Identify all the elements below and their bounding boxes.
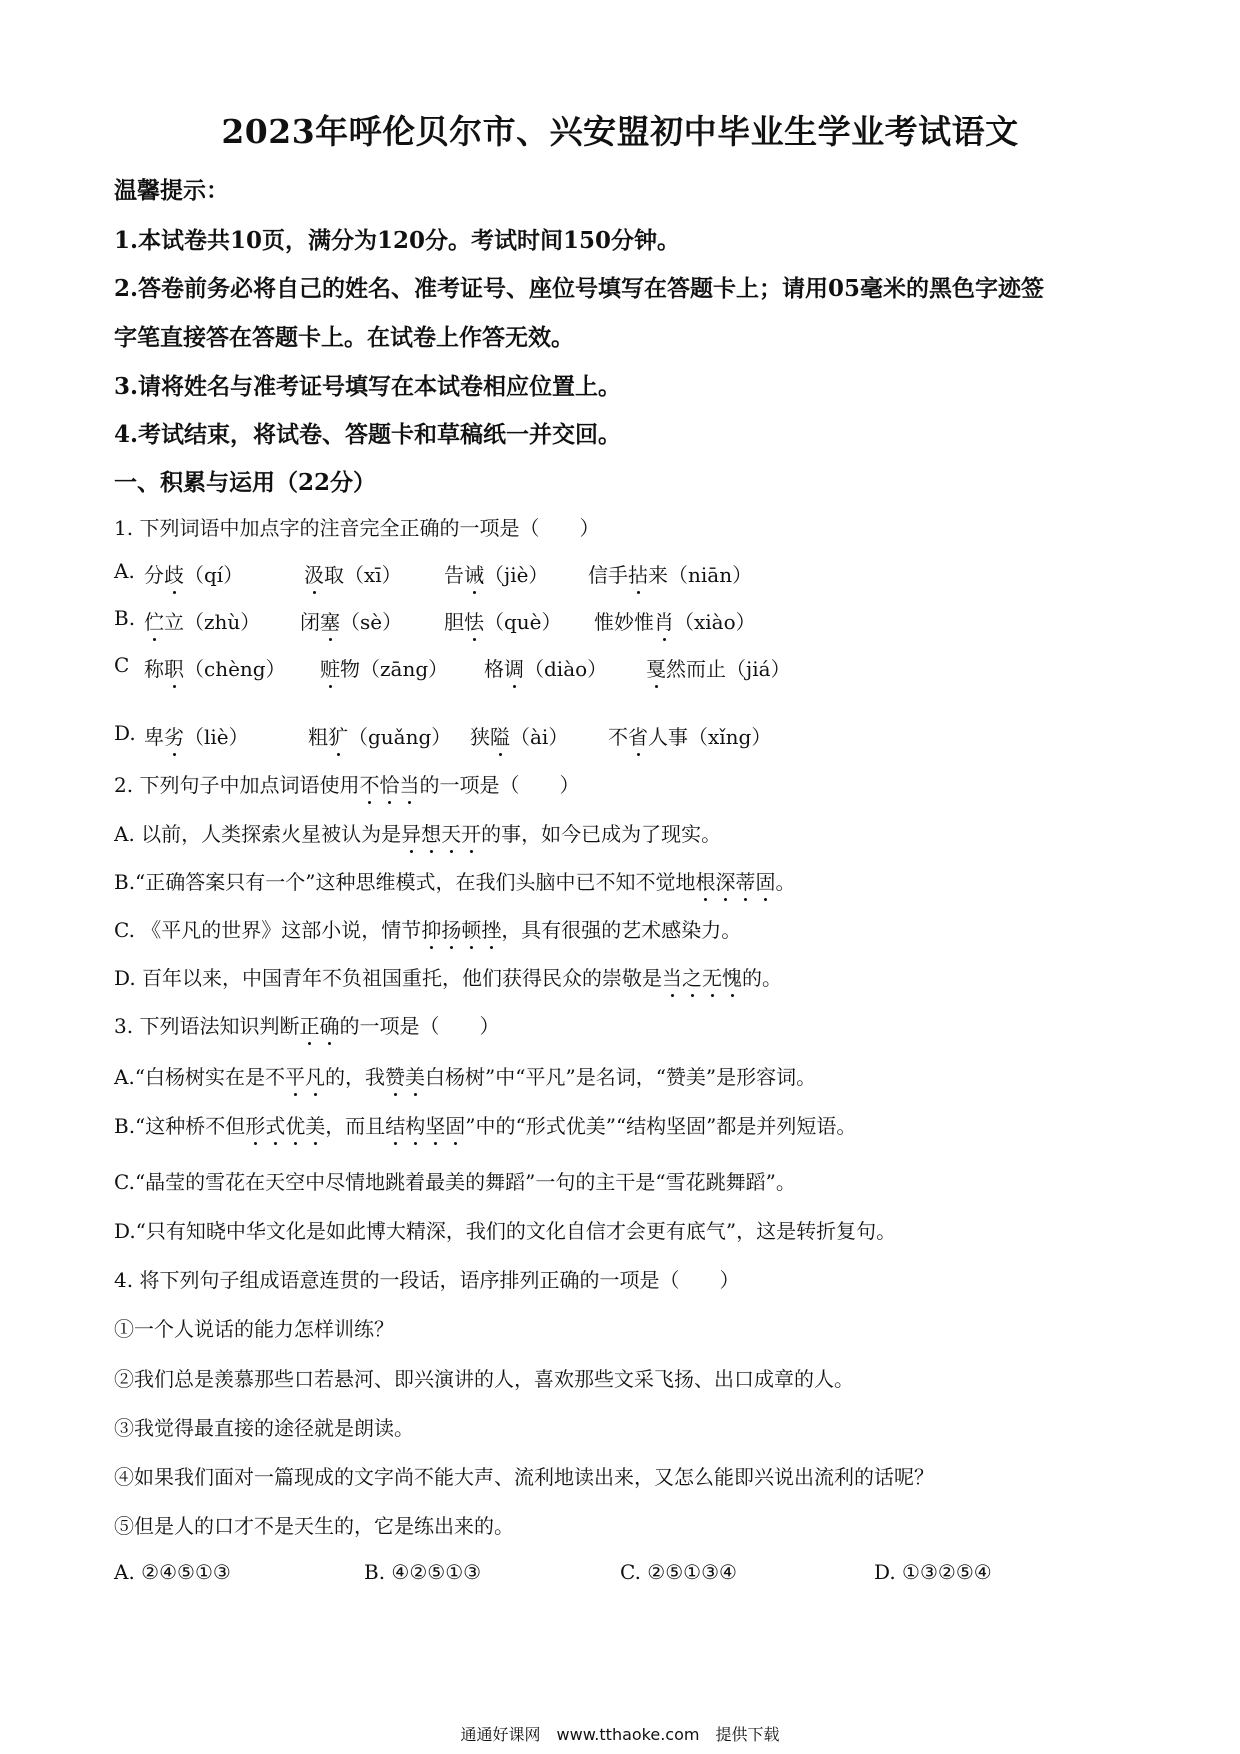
tip-item-3: 3.请将姓名与准考证号填写在本试卷相应位置上。 <box>114 373 622 400</box>
q3-option-b: B.“这种桥不但形式优美，而且结构坚固”中的“形式优美”“结构坚固”都是并列短语。 <box>114 1110 856 1139</box>
option-word: 惟妙惟肖（xiào） <box>594 606 756 635</box>
q3-option-c: C.“晶莹的雪花在天空中尽情地跳着最美的舞蹈”一句的主干是“雪花跳舞蹈”。 <box>114 1170 796 1194</box>
q2-option-b: B.“正确答案只有一个”这种思维模式，在我们头脑中已不知不觉地根深蒂固。 <box>114 866 796 895</box>
tip-item-2: 2.答卷前务必将自己的姓名、准考证号、座位号填写在答题卡上；请用05毫米的黑色字迹签 <box>114 275 1045 302</box>
option-word: 粗犷（guǎng） <box>308 721 451 750</box>
option-label: D. <box>114 721 136 745</box>
option-word: 格调（diào） <box>484 653 607 682</box>
option-word: 汲取（xī） <box>304 559 402 588</box>
tips-heading: 温馨提示： <box>114 177 229 204</box>
option-word: 分歧（qí） <box>144 559 243 588</box>
option-word: 告诫（jiè） <box>444 559 548 588</box>
tip-item-1: 1.本试卷共10页，满分为120分。考试时间150分钟。 <box>114 227 681 254</box>
q4-sentence-5: ⑤但是人的口才不是天生的，它是练出来的。 <box>114 1514 514 1538</box>
q4-option-b: B. ④②⑤①③ <box>364 1560 482 1584</box>
q4-stem: 4. 将下列句子组成语意连贯的一段话，语序排列正确的一项是（ ） <box>114 1268 740 1292</box>
page-title: 2023年呼伦贝尔市、兴安盟初中毕业生学业考试语文 <box>221 112 1019 151</box>
option-label: B. <box>114 606 136 630</box>
q3-stem: 3. 下列语法知识判断正确的一项是（ ） <box>114 1010 499 1039</box>
tip-item-4: 4.考试结束，将试卷、答题卡和草稿纸一并交回。 <box>114 421 622 448</box>
q4-sentence-2: ②我们总是羡慕那些口若悬河、即兴演讲的人，喜欢那些文采飞扬、出口成章的人。 <box>114 1367 854 1391</box>
option-word: 卑劣（liè） <box>144 721 249 750</box>
q4-sentence-3: ③我觉得最直接的途径就是朗读。 <box>114 1416 414 1440</box>
q4-sentence-4: ④如果我们面对一篇现成的文字尚不能大声、流利地读出来，又怎么能即兴说出流利的话呢？ <box>114 1465 934 1489</box>
tip-item-2-cont: 字笔直接答在答题卡上。在试卷上作答无效。 <box>114 324 574 351</box>
q2-option-a: A. 以前，人类探索火星被认为是异想天开的事，如今已成为了现实。 <box>114 818 721 847</box>
q3-option-d: D.“只有知晓中华文化是如此博大精深，我们的文化自信才会更有底气”，这是转折复句。 <box>114 1219 897 1243</box>
q1-stem: 1. 下列词语中加点字的注音完全正确的一项是（ ） <box>114 516 600 540</box>
q3-option-a: A.“白杨树实在是不平凡的，我赞美白杨树”中“平凡”是名词，“赞美”是形容词。 <box>114 1061 816 1090</box>
q2-option-d: D. 百年以来，中国青年不负祖国重托，他们获得民众的崇敬是当之无愧的。 <box>114 962 782 991</box>
q4-option-d: D. ①③②⑤④ <box>874 1560 992 1584</box>
option-label: C <box>114 653 130 677</box>
option-word: 戛然而止（jiá） <box>646 653 791 682</box>
option-word: 赃物（zāng） <box>320 653 448 682</box>
option-word: 伫立（zhù） <box>144 606 260 635</box>
q4-option-a: A. ②④⑤①③ <box>114 1560 231 1584</box>
option-word: 闭塞（sè） <box>300 606 402 635</box>
option-word: 信手拈来（niān） <box>588 559 752 588</box>
option-word: 称职（chèng） <box>144 653 286 682</box>
q2-stem: 2. 下列句子中加点词语使用不恰当的一项是（ ） <box>114 769 579 798</box>
option-label: A. <box>114 559 135 583</box>
option-word: 胆怯（què） <box>444 606 562 635</box>
section-heading: 一、积累与运用（22分） <box>114 469 377 496</box>
option-word: 狭隘（ài） <box>470 721 568 750</box>
page-footer: 通通好课网 www.tthaoke.com 提供下载 <box>460 1725 780 1744</box>
option-word: 不省人事（xǐng） <box>608 721 771 750</box>
q4-sentence-1: ①一个人说话的能力怎样训练？ <box>114 1317 394 1341</box>
q2-option-c: C. 《平凡的世界》这部小说，情节抑扬顿挫，具有很强的艺术感染力。 <box>114 914 741 943</box>
q4-option-c: C. ②⑤①③④ <box>620 1560 737 1584</box>
